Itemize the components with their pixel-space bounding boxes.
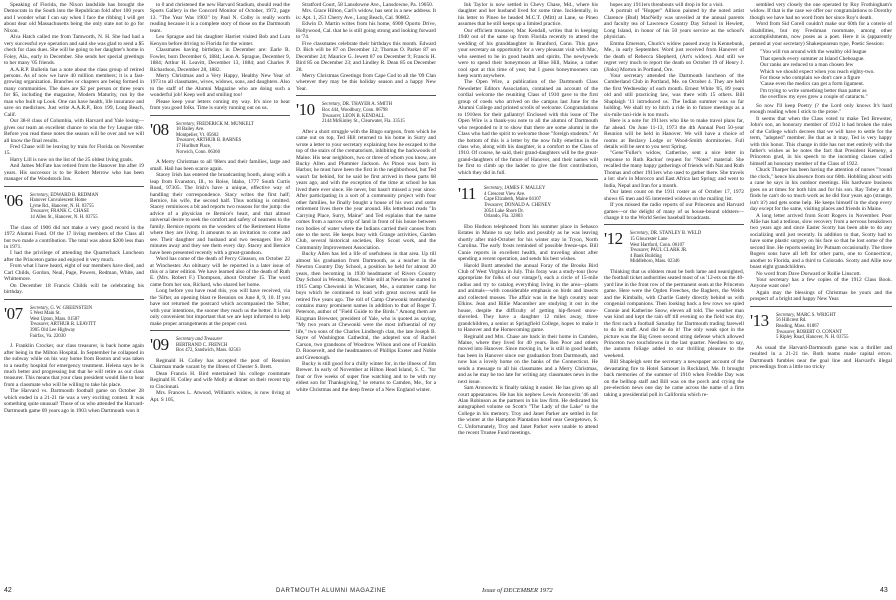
paragraph: Thinking that us oldsters must be both lame and nearsighted, the football ticket authorities seated most of us '12-ers on the 40-yard line in the front row of the permanent seats at the Princeton game. Here were the Ogden Freeches, the Baghers, the Welds and the Kimballs, with Charlie Gately directly behind us with congenial companions. Then looking back a few rows we spied Connie and Katherine Snow, eleven all told. The weather man was kind and kept the rain off till evening so the field was dry, the first such a football Saturday for Dartmouth trading farewell to do its stuff. And did he do it! The only weak spot in the picture was the Big Green second string defense which allowed Princeton two touchdowns in the last quarter. Needless to say, the autumn foliage added to our thrilling pleasure to the weekend. xyxy=(604,268,744,359)
class-officers xyxy=(176,122,254,156)
secretary-address: West Hartford, Conn. 06107 xyxy=(630,242,685,248)
class-header-1906 xyxy=(4,190,144,221)
treasurer-address: Fairfax, Va. 22030 xyxy=(30,333,66,339)
paragraph: J. Franklin Crocker, our class treasurer, is back home again after being in the Milton Hospital. In September he collapsed in the subway while on his way home from Boston and was taken to a nearby hospital for emergency treatment. Helena says he is much better and progressing but that he will retire as our class treasurer. This means that your class president would like to hear from a classmate who will be willing to take his place. xyxy=(4,343,144,388)
column-1 xyxy=(4,2,144,584)
paragraph: Mrs. Grace Hilton, Carl's widow, has sent in a new address. It is: Apt. 1, 251 Cherry Ave., Long Beach, Cal. 90802. xyxy=(296,8,436,21)
secretary-address: Montpelier, Vt. 05602 xyxy=(176,132,219,138)
paragraph: Word has come of the death of Percy Gleason, on October 22 at Winchester. An obituary will be reported in a later issue of this or a later edition. We have learned also of the death of Ruth E. (Mrs. Robert F.) Thompson, about October 15. The word came from her son, Richard, who shared her home. xyxy=(150,256,290,288)
secretary-name: EDWARD B. REDMAN xyxy=(50,192,99,198)
issue-label: Issue of DECEMBER 1972 xyxy=(482,587,553,594)
paragraph: As usual the Harvard-Dartmouth game was a thriller and resulted in a 21-21 tie. Both teams made capital errors. Dartmouth fumbles near the goal line and Harvard's illegal proceedings from a little too tricky xyxy=(750,344,892,371)
paragraph: From what I have heard, eight of our members have died, and Carl Childs, Gordon, Neal, Page, Powers, Redman, White, and Whittemore. xyxy=(4,263,144,283)
page-number-right: 43 xyxy=(880,587,888,594)
secretary-label: Secretary, xyxy=(776,312,796,318)
divider xyxy=(458,179,598,180)
paragraph: Edwin D. Martin writes from his home, 6900 Oporto Drive, Hollywood, Cal. that he is still going strong and looking forward to '74. xyxy=(296,21,436,41)
secretary-address: 18 Bailey Ave. xyxy=(176,127,205,133)
class-officers xyxy=(630,231,701,265)
secretary-address: Hanover Convalescent Home xyxy=(30,198,87,204)
class-header-1912 xyxy=(604,231,744,265)
secretary-label: Secretary, xyxy=(322,102,342,108)
paragraph: hopes any 1911ers threabouts will drop in for a visit. xyxy=(610,2,724,8)
divider xyxy=(604,224,744,225)
page-number-left: 42 xyxy=(4,587,12,594)
treasurer-name: ROBERT O. CONANT xyxy=(796,329,843,335)
paragraph: Sam Aronowitz is finally taking it easier. He has given up all court appearances. He has his nephew Lewis Aronowitz '46 and Alan Robinson as the partners in his law firm. He dedicated his autographed volume on Scott's "The Lady of the Lake" to the College in his memory. Troy and Janet Parker are settled in for the winter at the Hampton Plantation hotel near Georgetown, S. C. Unfortunately, Troy and Janet Parker were unable to attend the recent Trustee Fund meetings. xyxy=(458,385,598,437)
class-officers xyxy=(776,313,849,341)
paragraph: Fred Chase will be leaving by train for Florida on November 15. xyxy=(4,143,144,157)
paragraph: Reginald and Mrs. Chase are back in their home in Camden, Maine, where they lived for 40 years. Ben Poor and others moved into Hanover. Since moving in, he is still in good health, has been in Hanover since our graduation from Dartmouth, and now has a lovely home on the banks of the Connecticut. He sends a message to all his classmates and a Merry Christmas, and as he may be too late for writing any classmates news in the next issue. xyxy=(458,333,598,385)
paragraph: After a short struggle with the Bingo surgeon, from which he came out on top, Ted Hill returned to his home in Surry and wrote a letter to your secretary explaining how he escaped to the top of the stairs of the crematorium, inhibiting the backwoods of Maine. His near neighbors, two or three of whom you know, are Bucky Allen and Plummer Jackson. As Pinoo was born in Harbor, he must have been the first in the neighborhood, but Ted wasn't far behind, for he said he first arrived in these parts 68 years ago, and with the exception of the time at school he has lived there ever since. He never, but hasn't missed a year since. After participating in a sort of a community project with four other families, he finally bought a house of his own and some retirement lives there the year around. His letterhead reads "In Carrying Place, Surry, Maine" and Ted explains that the name comes from a narrow strip of land in front of his house between two bodies of water where the Indians carried their canoes from one to the next. He keeps busy with Grange activities, Garden Club, several historical societies, Boy Scout work, and the Community Improvement Association. xyxy=(296,128,436,251)
secretary-address: Reading, Mass. 01867 xyxy=(776,324,819,330)
paragraph: And James McFate has retired from the Hanover Inn after 19 years. His successor is to be Robert Merrow who has been manager of the Woodstock Inn. xyxy=(4,163,144,183)
poem-line: "You will run around with the wealthy old league xyxy=(760,49,867,56)
treasurer-address: 2144 McKinley St., Clearwater, Fla. 33515 xyxy=(322,119,405,125)
treasurer-label: Treasurer, xyxy=(30,209,50,215)
paragraph: On December 18 Francis Childs will be celebrating his birthday. xyxy=(4,282,144,296)
paragraph: It seems that when the Class voted to make Ted Brewster, John's son, an honorary member of 1912 it had broken the rules of the College which decrees that we will have to settle for the term, "adopted" member. Be that as it may, Ted is very happy with this honor. This change in title has not met entirely with the father's wishes as he notes the fact that President Kemeny, a Princeton grad, in his speech to the incoming classes called himself an honorary member of the Class of 1922. xyxy=(750,115,892,167)
class-officers xyxy=(322,102,405,124)
class-header-1907 xyxy=(4,303,144,340)
divider xyxy=(4,186,144,187)
poem-line: Which we should expect when you reach eighty-two. xyxy=(760,68,875,75)
treasurer-name: ARTHUR R. LEAVITT xyxy=(50,322,97,328)
treasurer-name: LEON B. KENDALL xyxy=(342,113,385,119)
paragraph: Five classmates celebrate their birthdays this month. Edward D. Bich will be 87 on December 12; Thomas O. Parker 87 on December 24; Maurice G. Jewett 87 on December 9; Francis H. Bird 85 on December 23; and Lindley R. Dean 85 on December 28. xyxy=(296,40,436,73)
class-year: '10 xyxy=(296,100,315,120)
class-year: '13 xyxy=(750,310,769,330)
column-2 xyxy=(150,2,290,584)
divider xyxy=(150,115,290,116)
treasurer-label: Treasurer, xyxy=(322,113,342,119)
paragraph: Harry Lill is now on the list of the 25 oldest living grads. xyxy=(10,156,133,163)
treasurer-label: Treasurer, xyxy=(30,322,50,328)
paragraph: Long before you have read this, you will have received, via the 'Sifter, an opening blast re Reunion on June 8, 9, 10. If you have not returned the postcard which accompanied the 'Sifter, with your intentions, the sooner they reach us the better. It is not only convenient but important that we are kept informed to help make proper arrangements at the proper cost. xyxy=(150,288,290,327)
treasurer-label: Treasurer, xyxy=(176,138,196,144)
class-header-1911 xyxy=(458,186,598,220)
magazine-title: DARTMOUTH ALUMNI MAGAZINE xyxy=(276,588,387,594)
poem-line: I'm trying to write something better than patter as xyxy=(760,87,867,94)
poem-line: the overflow my eyes grew a couple of cataracts." xyxy=(760,94,868,101)
paragraph: A.A.R.P. Bulletin has a note about the class group of retired persons. As of now we have 40 million members; it is a fast-growing organization. Branches or chapters are being formed in many communities. The dues are $2 per person or three years for $5, including the magazine, Modern Maturity, run by the man who built up Look. One can have health, life insurance and save on medicines. Just write A.A.R.P., Box 199, Long Beach, Calif. xyxy=(4,66,144,118)
treasurer-address: Orlando, Fla. 32803 xyxy=(484,214,523,220)
secretary-name: JAMES F. MALLEY xyxy=(504,186,546,192)
secretary-label: Secretary and Treasurer xyxy=(176,337,223,343)
treasurer-label: Treasurer, xyxy=(630,248,650,254)
secretary-address: Lyme Rd., Hanover, N. H. 03755 xyxy=(30,203,94,209)
paragraph: to 0 and christened the new Harvard Stadium, should read the Sports Gallery in the Concord Monitor of October, 1972, page 13. "The Year Was 1903" by Paul N. Colby is really worth reading because it is a complete story of those on the Dartmouth team. xyxy=(150,2,290,34)
paragraph: Emma Emerson, Chuck's widow passed away in Kennebunk, Me., in early September. Word just received from Hanover of the death of Rebecca Shepherd, (Art's widow). And still we regret very much to report the death on October 19 of Henry J. (Jinks) Morton in Portland, Ore. xyxy=(604,40,744,73)
paragraph: Word from Sid Corell couldn't make our 60th for a coterie of disabilities, but my Freshman roommate, among other accomplishments, now poses as a poet. Here it is (apparently penned at your secretary) Shakespearean type, Poetic Session: xyxy=(750,21,892,47)
treasurer-address: 5 Ripley Road, Hanover, N. H. 03755 xyxy=(776,335,849,341)
secretary-name: FREDERICK M. MUNKELT xyxy=(196,121,254,127)
column-4 xyxy=(458,2,598,584)
treasurer-name: ARTHUR B. BARNES xyxy=(196,138,242,144)
secretary-address: Cape Elizabeth, Maine 04107 xyxy=(484,197,542,203)
paragraph: Mrs. Frances L. Atwood, William's widow, is now living at Apt. S 105, xyxy=(150,390,290,403)
paragraph: No word from Dave Dorward or Rollie Linscott. xyxy=(756,270,861,277)
divider xyxy=(750,306,892,307)
paragraph: Ink Taylor is now settled in Chevy Chase, Md., where his daughter and her husband lived for some time. Incidentally, in his letter to Pineo he headed M.C.T. (Mitt) at Lane, so Pineo assumes that he still keeps up a limited practice. xyxy=(458,2,598,28)
paragraph: Bucky is still good for a chilly winter for, in the illness of Jim Brewer. In early of November at Hilton Head Island, S. C. "for four or five weeks of super fine watching and to be with my eldest son for Thanksgiving," he returns to Camden, Me., for a white Christmas and the deep freeze of a New England winter. xyxy=(296,361,436,393)
treasurer-address: 4 Bank Building xyxy=(630,253,662,259)
secretary-name: G. W. GREENSTEIN xyxy=(50,305,93,311)
treasurer-label: Treasurer, xyxy=(776,329,796,335)
divider xyxy=(296,95,436,96)
treasurer-address: 17 Hurlbutt Place, xyxy=(176,144,212,150)
secretary-address: 56 Hillcrest Rd. xyxy=(776,318,807,324)
class-officers xyxy=(30,306,96,340)
treasurer-address: 3054 Lake Shore Dr. xyxy=(484,208,524,214)
class-officers xyxy=(176,337,241,354)
paragraph: The Harvard vs. Dartmouth football game on October 28 which ended in a 21-21 tie was a very exciting contest. It was something quite unusual! Those of us who attended the Harvard-Dartmouth game 69 years ago in 1903 when Dartmouth won it xyxy=(4,388,144,414)
paragraph: Merry Christmas and a Very Happy, Healthy New Year of 1973 to all classmates, wives, widows, sons, and daughters. Also to the staff of the Alumni Magazine who are doing such a wonderful job! Keep well and smiling too! xyxy=(150,72,290,99)
paragraph: Please keep your letters coming my way. It's nice to hear from you good folks. Time is surely running out on us. xyxy=(150,98,290,112)
paragraph: Bucky Allen has led a life of usefulness in that area. Up till almost his graduation from Dartmouth, as a teacher in the Newton Country Day School, a position he held for almost 20 years, then becoming in 1930 headmaster of Rivers Country Day School in Weston, Mass. While still at Newton he started in 1915 Camp Chewonki in Wiscasset, Me., a summer camp for boys which he continued to lead with great success until he retired five years ago. The roll of Camp Chewonki membership contains many prominent names in addition to that of Roger T. Peterson, author of "Field Guide to the Birds." Among them are Kingman Brewster, president of Yale, who is quoted as saying, "My two years at Chewonki were the most influential of my life," two sons of the Charles Lindbergh clan, the late Joseph B. Sayre of Washington Cathedral, the adopted son of Rachel Carson, two grandsons of Woodrow Wilson and one of Franklin D. Roosevelt, and the headmasters of Phillips Exeter and Noble and Greenough. xyxy=(296,251,436,361)
paragraph: Classmates having birthdays in December are: Earle R. Fowler, born December 6, 1884; Leon A. Sprague, December 9, 1884; Arthur H. Leavitt, December 13, 1884; and Charles P. Richardson, December 28, 1882. xyxy=(150,47,290,73)
treasurer-name: FRANK C. CHASE xyxy=(50,209,90,215)
class-year: '08 xyxy=(150,119,169,139)
class-header-1909 xyxy=(150,337,290,354)
class-year: '11 xyxy=(458,184,476,204)
paragraph: Here is a note for 1911ers who like to make travel plans far, far ahead. On June 11-13, 1973 the 4th Annual Post 50-year Reunion will be held in Hanover. We will have a choice of rooms at Bezlavy Lodge or Wood-Smith dormitories. Full details will be sent to you next Spring. xyxy=(604,118,744,150)
paragraph: Bill Shapleigh sent the secretary a newspaper account of the devastating fire to Hotel Samoset in Rockland, Me. It brought back memories of the summer of 1910 when Freddie Day was on the bellhop staff and Bill was on the porch and crying the pre-election news one day he came across the name of a firm taking a presidential poll in California which re- xyxy=(604,359,744,398)
secretary-label: Secretary, xyxy=(484,186,504,192)
column-3 xyxy=(296,2,436,584)
class-year: '06 xyxy=(4,190,23,210)
poem-line: 'Cause even the medics can get a form ligament. xyxy=(760,81,865,88)
secretary-label: Secretary, xyxy=(30,305,50,311)
paragraph: "Gene"Fuller's widow, Catherine, sent a nice letter in response to Ruth Rackus' request for "Notes" material. She recalled the many happy gatherings of friends with Nat and Ruth Thomas and other 1911ers who used to gather there. She travels a lot: she's in Morocco and East Africa last Spring; and went to India, Nepal and Iran for a month. xyxy=(604,150,744,189)
class-officers xyxy=(30,193,98,221)
class-officers xyxy=(484,186,551,220)
paragraph: If you missed the radio reports of our Princeton and Harvard games—or the delight of many of us house-bound oldsters—change it to the World Series baseball broadcasts. xyxy=(604,202,744,221)
secretary-name: DR. STANLEY B. WELD xyxy=(650,231,702,237)
poem-line: For those who complain we don't care a figure xyxy=(760,74,861,81)
secretary-address: 5 West Main St. xyxy=(30,311,61,317)
paragraph: Harold Burtt attended the annual Foray of the Brooks Bird Club of West Virginia in July. This foray was a study-tour (how appropriate for folks of our vintage!), each a circle of 15-mile radius and try to catalog everything living in the area—plants and animals—with considerable emphasis on birds and insects and collected mosses. The affair was in the high country near Elkins. Jean and Billie Macomber are studying it out in the house, despite the difficulty of getting hip-flexed snow-shoveled. They have a daughter 12 miles away, three grandchildren, a senior at Springfield College, hopes to make it to Hanover and the Homecoming game. xyxy=(458,262,598,334)
divider xyxy=(4,299,144,300)
secretary-address: 4 Crescent View Ave. xyxy=(484,191,526,197)
paragraph: Our efficient treasurer, Mac Kendall, writes that in keeping 1940 out of the same up from Florida recently to attend the wedding of his granddaughter in Branford, Conn. This gave your secretary an opportunity for a very pleasant visit with Mac, who seemed to be in good health and spirits. The newlyweds were to spend their honeymoon at Blue Hill, Maine, a rather cool spot at this time of year, but I guess honeymooners can keep warm anywhere. xyxy=(458,27,598,79)
secretary-address: Box 472, Sandwich, Mass. 02563 xyxy=(176,348,241,354)
treasurer-label: Treasurer, xyxy=(484,203,504,209)
paragraph: So now I'll keep Poetry (? the Lord only knows It's hard enough reading when I stick to the prose." xyxy=(750,102,892,116)
paragraph: A long letter arrived from Scott Rogers in November. Poor Allie has had a tedious, slow recovery from a nervous breakdown two years ago and since Easter Scotty has been able to do any socializing until just recently. In addition to that, Scotty had to have some plastic surgery on his face so that he lost some of the second line. He reports seeing Irv Putnam occasionally. The three Rogers sons have all left for other parts, one to Connecticut, another to Florida, and a third to Colorado. Scotty and Allie now boast eight grandchildren. xyxy=(750,212,892,271)
secretary-label: Secretary, xyxy=(176,121,196,127)
secretary-address: Box 444, Woodbury, Conn. 06798 xyxy=(322,107,388,113)
paragraph: Dean Francis H. Bird entertained his college roommate Reginald H. Colley and wife Molly at dinner on their recent trip to Cincinnati. xyxy=(150,370,290,390)
class-header-1913 xyxy=(750,310,892,341)
secretary-name: DR. THAYER A. SMITH xyxy=(342,102,393,108)
secretary-label: Secretary, xyxy=(630,231,650,237)
treasurer-name: DONALD A. CHENEY xyxy=(504,203,551,209)
paragraph: Chuck Tharper has been having the attention of nurses "'round the clock," hence his absence from our 60th. Hobbling about with a cane he says in his outdoor meetings. His hardware business goes on at times for both him and for his son. Ray Tobey at 84 finds he can't do so much work as he did four years ago (strange, isn't it?) and gets some help. He keeps himself in the shop every day except for the same, visiting places and friends in Maine. xyxy=(750,167,892,213)
paragraph: Merry Christmas Greetings from Cape Cod to all the '09 Clan wherever they may be this holiday season and a happy New Year. xyxy=(296,72,436,92)
paragraph: A portrait of "Hopper" Allison painted by the noted artist Clarence (Bud) MacNelly was unveiled at the annual parents and faculty tea of Lawrence Country Day School in Hewlett, Long Island, in honor of his 50 years service as the school's physician. xyxy=(604,8,744,41)
class-header-1910 xyxy=(296,102,436,124)
secretary-name: BERTRAND C. FRENCH xyxy=(176,342,228,348)
treasurer-address: Norwich, Conn. 06360 xyxy=(176,149,220,155)
class-year: '09 xyxy=(150,335,169,355)
paragraph: sembled very closely the one operated by Roy Frothingham's widow. If that is the case we offer our congratulations to Dorothy though we have had no word from her since Roy's death. xyxy=(750,2,892,21)
paragraph: Leo Sprague and his daughter Harriet visited Bob and Lura Kenyon before driving to Florida for the winter. xyxy=(150,34,290,47)
column-5 xyxy=(604,2,744,584)
secretary-address: West Upton, Mass. 01587 xyxy=(30,316,80,322)
column-6 xyxy=(750,2,892,584)
paragraph: I had the privilege of attending the Quarterback Luncheon after the Princeton game and enjoyed it very much. xyxy=(4,250,144,263)
poem xyxy=(750,49,892,101)
treasurer-address: Middleboro, Mass. 02346 xyxy=(630,259,680,265)
treasurer-address: 14 Allen St., Hanover, N. H. 03755 xyxy=(30,215,98,221)
paragraph: Stratford Court, 58 Lansdowne Ave., Lansdowne, Pa. 19050. xyxy=(302,2,434,8)
paragraph: The Open Wire, a publication of the Dartmouth Class Newsletter Editors Association, contained an account of the cordial welcome the reuniting Class of 1910 gave to the first group of coeds who arrived on the campus last June for the Alumni College and printed scrolls of welcome. Congratulations to 1910ers for their gallantry! Enclosed with this issue of The Open Wire is a thank-you note to all the alumni of Dartmouth who responded to it to show that there are some alumni in the Class who had the spirit to welcome those "foreign students." At the bottom of this is a letter by the now fully emeritus in the class who, along with his daughter, is a comfort to the Class of 1910. Of course, he said, their grand-daughters will be the great-grand-daughters of the future of Hanover, and their names will be first to climb up the ladder to give the first contribution, which they did in full. xyxy=(458,79,598,176)
col1-paragraphs xyxy=(4,2,144,183)
paragraph: Speaking of Florida, the Nixon landslide has brought the Democrats in the South into the Republican fold after 100 years and I wonder what I can say when I face the ribbing I will get about dear old Massachusetts being the only state not to go for Nixon. xyxy=(4,2,144,34)
secretary-address: 15 Gloucester Lane xyxy=(630,237,668,242)
class-year: '07 xyxy=(4,303,23,323)
paragraph: A Merry Christmas to all '08ers and their families, large and small. Hail has been scarce again. xyxy=(150,159,290,172)
paragraph: The class of 1906 did not make a very good record in the 1972 Alumni Fund. Of the 17 living members of the Class all but two made a contribution. The total was about $200 less than in 1971. xyxy=(4,224,144,251)
divider xyxy=(150,330,290,331)
secretary-label: Secretary, xyxy=(30,192,50,198)
paragraph: Reginald H. Colley has accepted the post of Reunion Chairman made vacant by the illness of Chester S. Brett. xyxy=(150,357,290,371)
treasurer-address: 3905 Old Lee Highway xyxy=(30,328,76,334)
poem-line: Our ranks are reduced to a man chosen few xyxy=(760,62,854,69)
treasurer-name: PAUL CLARK JR. xyxy=(650,248,688,254)
paragraph: Again may the blessings of Christmas be yours and the prospect of a bright and happy New Year. xyxy=(750,289,892,303)
paragraph: Stacey Irish has entered the broadcasting booth, along with a leap from Evanston, Ill., to Boise, Idaho, 1777 South Curtis Road, 97305. The Irish's have a unique, effective way of handling their correspondence. Stacy writes the first half; Bernice, his wife, the second half. Thus nothing is omitted. Stacey reminisces a bit and reports two reasons for the jump: the advice of a physician re Bernice's heart, and that almost universal desire to seek the comfort and safety of nearness to the family. Bernice reports on the wonders of the Retirement Home where they are living. It amounts to an invitation to come and see. Their daughter and husband and two teenagers live 20 minutes away and they see them every day. Stacey and Bernice have been presented recently with a great-grandson. xyxy=(150,172,290,256)
paragraph: Your secretary has a few copies of the 1912 Class Book. Anyone want one? xyxy=(750,277,892,290)
paragraph: Ebo Hodson telephoned from his summer place in Sebasco Estates in Maine to say hello and possibly as he was leaving shortly after mid-October for his winter stay in Tryon, North Carolina. The early frosts reminded of possible freeze-ups. Bill Cunie reports in excellent health, and traveling about after spending a recent operation, and sends his best wishes. xyxy=(458,223,598,263)
paragraph: Alva Hatch called me from Tamworth, N. H. She had had a very successful eye operation and said she was glad to send a $5 check for class dues. She will be going to her daughter's home in Foley, Ala., early in December. She sends her special greetings to her many '05 friends. xyxy=(4,34,144,67)
paragraph: Our 38-8 class of Columbia, with Harvard and Yale losing—gives our team an excellent chance to win the Ivy League title. Before you read these notes the season will be over and we will all know the final results. xyxy=(4,118,144,144)
class-year: '12 xyxy=(604,229,623,249)
page-footer xyxy=(0,585,896,599)
paragraph: Our latest count on the 1911 roster as of October 17, 1972 shows 65 men and 65 interested widows on the mailing list. xyxy=(604,189,744,202)
paragraph: Your secretary attended the Dartmouth luncheon of the Cumberland Club in Portland, Me. on October 4. They are held the first Wednesday of each month. Ernest White '05, 89 years old and still practicing law, was there with 15 others. Bill Shaplaigh '11 introduced us. The Indian summer was so far holding. We shall try to hitch a ride in to future meetings as a six-mile taxi-ride is too much. xyxy=(604,72,744,118)
secretary-name: MARC S. WRIGHT xyxy=(796,312,836,318)
poem-line: That spends every summer at Island Cheboague. xyxy=(760,55,865,62)
class-header-1908 xyxy=(150,119,290,156)
